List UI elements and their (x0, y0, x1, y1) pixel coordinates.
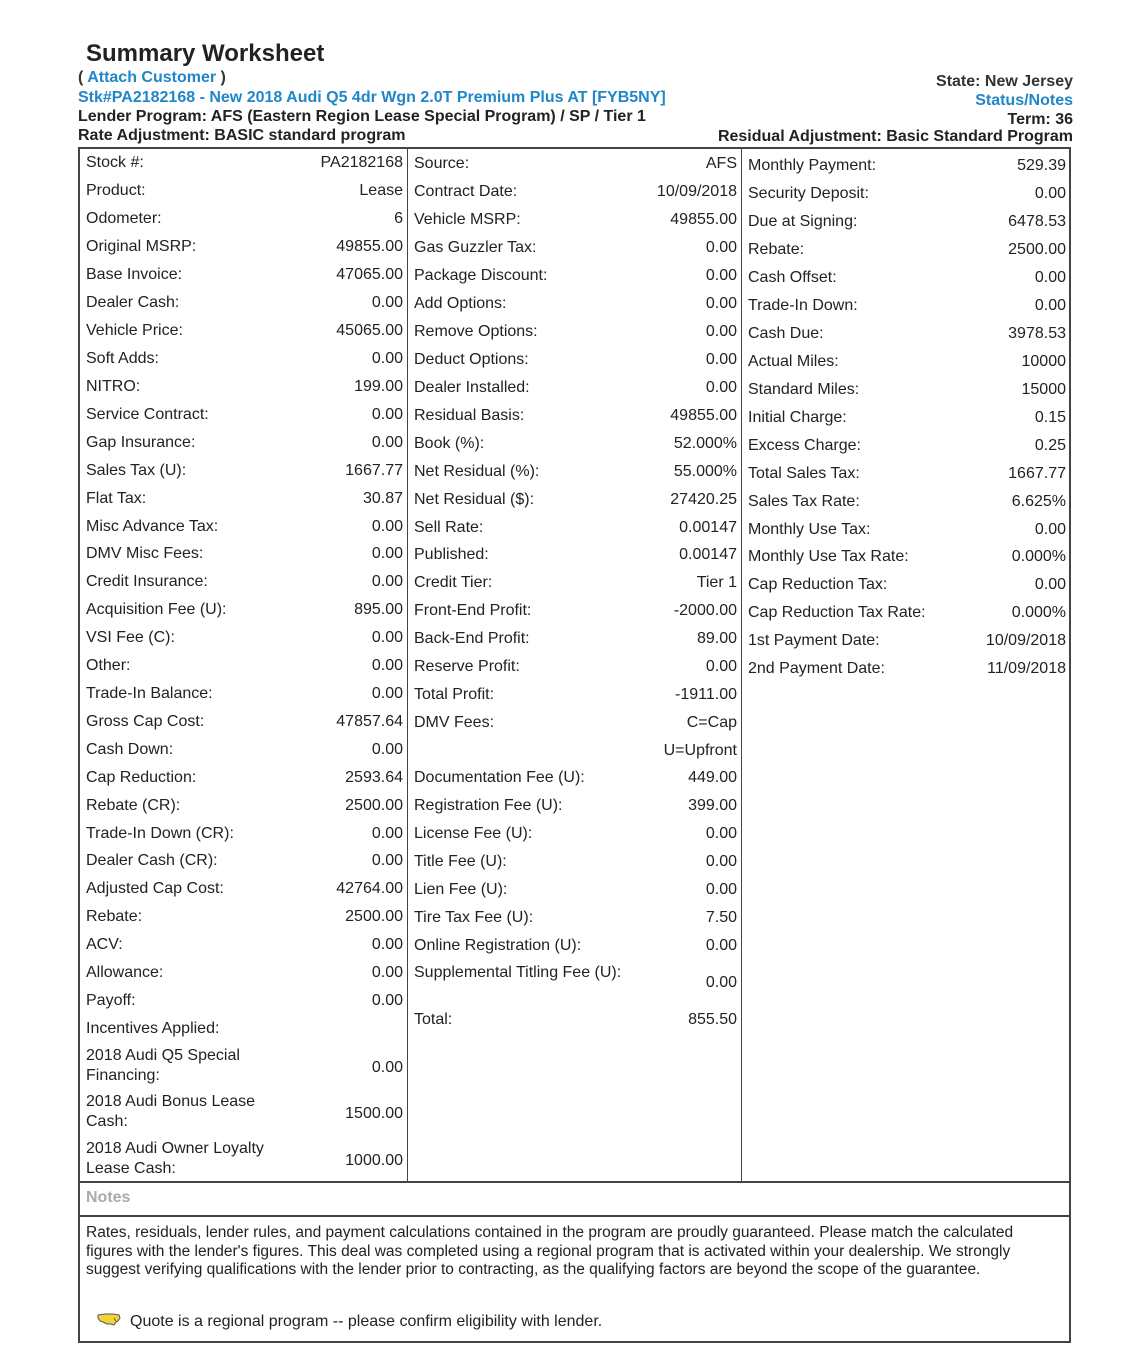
field-label: Package Discount: (414, 267, 548, 284)
field-label: Actual Miles: (748, 353, 839, 370)
field-label: Residual Basis: (414, 407, 525, 424)
field-value: 0.00 (705, 853, 737, 870)
field-value: 0.00 (1034, 576, 1066, 593)
field-label: Net Residual ($): (414, 491, 535, 508)
field-value: 0.00 (371, 434, 403, 451)
field-value: 0.00 (371, 573, 403, 590)
field-label: Gross Cap Cost: (86, 713, 205, 730)
field-label: Other: (86, 657, 131, 674)
field-label: Reserve Profit: (414, 658, 520, 675)
field-label: Trade-In Down: (748, 297, 858, 314)
attach-customer-link[interactable]: Attach Customer (87, 69, 217, 86)
field-value: 6.625% (1011, 493, 1066, 510)
field-value: 49855.00 (670, 407, 737, 424)
field-label: Vehicle MSRP: (414, 211, 521, 228)
field-label: Sell Rate: (414, 519, 484, 536)
field-value: 0.00 (371, 518, 403, 535)
column-residual-fees (408, 149, 742, 1181)
field-label: Cap Reduction Tax Rate: (748, 604, 926, 621)
field-value: 0.00 (705, 379, 737, 396)
field-label: ACV: (86, 936, 123, 953)
field-value: PA2182168 (320, 154, 403, 171)
field-label: Initial Charge: (748, 409, 847, 426)
field-label: 2018 Audi Owner Loyalty Lease Cash: (86, 1140, 264, 1177)
field-label: Credit Insurance: (86, 573, 208, 590)
field-value: 0.00 (371, 545, 403, 562)
field-value: AFS (705, 155, 737, 172)
field-label: Gas Guzzler Tax: (414, 239, 537, 256)
field-value: 2500.00 (1008, 241, 1066, 258)
field-value: 0.00 (371, 741, 403, 758)
field-value: 10/09/2018 (656, 183, 737, 200)
field-label: Total Sales Tax: (748, 465, 860, 482)
field-label: Supplemental Titling Fee (U): (414, 964, 622, 981)
field-value: 47065.00 (336, 266, 403, 283)
field-label: Source: (414, 155, 470, 172)
field-value: 49855.00 (670, 211, 737, 228)
field-value: 1000.00 (345, 1152, 403, 1169)
field-label: Cap Reduction Tax: (748, 576, 888, 593)
notes-heading: Notes (86, 1189, 131, 1206)
field-value: 0.00 (1034, 521, 1066, 538)
field-value: 2593.64 (345, 769, 403, 786)
field-value: 55.000% (673, 463, 737, 480)
field-label: Flat Tax: (86, 490, 147, 507)
field-value: 0.00 (371, 825, 403, 842)
field-value: 0.00 (371, 350, 403, 367)
field-label: 2018 Audi Q5 Special Financing: (86, 1047, 240, 1084)
attach-close-paren: ) (216, 69, 226, 86)
field-value: 0.00 (705, 267, 737, 284)
regional-program-notice (96, 1312, 602, 1331)
field-label: Original MSRP: (86, 238, 197, 255)
attach-open-paren: ( (78, 69, 88, 86)
field-value: 0.00 (705, 825, 737, 842)
field-label: Dealer Cash (CR): (86, 852, 218, 869)
field-label: Online Registration (U): (414, 937, 582, 954)
field-value: 199.00 (354, 378, 403, 395)
field-label: Cash Due: (748, 325, 824, 342)
field-label: Product: (86, 182, 146, 199)
field-value: 27420.25 (670, 491, 737, 508)
field-value: 0.00 (705, 974, 737, 991)
field-label: Cash Offset: (748, 269, 837, 286)
field-value: 3978.53 (1008, 325, 1066, 342)
field-label: Remove Options: (414, 323, 538, 340)
field-value: 49855.00 (336, 238, 403, 255)
field-label: Trade-In Balance: (86, 685, 213, 702)
field-label: 2nd Payment Date: (748, 660, 885, 677)
field-label: Book (%): (414, 435, 485, 452)
field-value: Tier 1 (696, 574, 737, 591)
field-value: U=Upfront (663, 742, 737, 759)
field-value: 0.00 (705, 323, 737, 340)
worksheet-table (78, 147, 1071, 1183)
field-value: 42764.00 (336, 880, 403, 897)
field-value: 0.00 (371, 852, 403, 869)
field-value: 52.000% (673, 435, 737, 452)
rate-adjustment: Rate Adjustment: BASIC standard program (78, 127, 406, 144)
field-label: Rebate (CR): (86, 797, 181, 814)
field-value: 399.00 (688, 797, 737, 814)
page-title: Summary Worksheet (86, 40, 325, 67)
field-label: Soft Adds: (86, 350, 159, 367)
field-label: Total Profit: (414, 686, 495, 703)
attach-customer (78, 69, 226, 87)
column-payment (742, 149, 1071, 1181)
status-notes-link[interactable]: Status/Notes (975, 92, 1073, 109)
regional-program-text: Quote is a regional program -- please confirm eligibility with lender. (130, 1313, 603, 1330)
field-value: 89.00 (696, 630, 737, 647)
field-label: Net Residual (%): (414, 463, 540, 480)
field-value: 1667.77 (345, 462, 403, 479)
field-value: -1911.00 (675, 686, 737, 703)
field-label: Monthly Use Tax Rate: (748, 548, 909, 565)
column-cap-cost (80, 149, 408, 1181)
field-value: 0.00 (1034, 185, 1066, 202)
lender-program: Lender Program: AFS (Eastern Region Lease Special Program) / SP / Tier 1 (78, 108, 646, 125)
field-label: Security Deposit: (748, 185, 869, 202)
field-value: 10/09/2018 (985, 632, 1066, 649)
notes-header (78, 1183, 1071, 1217)
field-label: Rebate: (86, 908, 143, 925)
field-value: 1500.00 (345, 1105, 403, 1122)
field-value: 895.00 (354, 601, 403, 618)
field-label: Adjusted Cap Cost: (86, 880, 224, 897)
field-value: 0.00 (705, 658, 737, 675)
field-label: Contract Date: (414, 183, 518, 200)
field-label: Base Invoice: (86, 266, 183, 283)
field-value: 15000 (1021, 381, 1066, 398)
usa-map-icon (96, 1312, 122, 1328)
field-label: Misc Advance Tax: (86, 518, 219, 535)
guarantee-disclaimer: Rates, residuals, lender rules, and payment calculations contained in the program are proudly guaranteed. Please match the calculated figures with the lender's figures. This deal was completed using a regional program that is activated within your dealership. We strongly suggest verifying qualifications with the lender prior to contracting, as the qualifying factors are beyond the scope of the guarantee. (86, 1224, 1014, 1278)
field-label: Lien Fee (U): (414, 881, 508, 898)
field-label: NITRO: (86, 378, 141, 395)
field-value: -2000.00 (673, 602, 737, 619)
field-label: Front-End Profit: (414, 602, 532, 619)
field-label: Gap Insurance: (86, 434, 196, 451)
field-label: Excess Charge: (748, 437, 861, 454)
field-label: Monthly Payment: (748, 157, 877, 174)
notes-section (78, 1215, 1071, 1343)
field-value: 11/09/2018 (987, 660, 1066, 677)
field-label: Odometer: (86, 210, 162, 227)
field-label: Payoff: (86, 992, 136, 1009)
field-value: 0.00 (371, 1059, 403, 1076)
field-label: Total: (414, 1011, 453, 1028)
field-label: Registration Fee (U): (414, 797, 563, 814)
field-label: DMV Misc Fees: (86, 545, 204, 562)
field-value: 1667.77 (1008, 465, 1066, 482)
field-label: Cash Down: (86, 741, 174, 758)
field-label: Sales Tax (U): (86, 462, 187, 479)
field-value: 6 (394, 210, 403, 227)
term-label: Term: 36 (1007, 111, 1073, 128)
field-label: Sales Tax Rate: (748, 493, 860, 510)
field-value: 529.39 (1017, 157, 1066, 174)
field-value: 0.00 (371, 992, 403, 1009)
field-value: 47857.64 (336, 713, 403, 730)
field-value: 2500.00 (345, 908, 403, 925)
field-label: DMV Fees: (414, 714, 495, 731)
field-value: 7.50 (705, 909, 737, 926)
field-label: Title Fee (U): (414, 853, 507, 870)
field-value: 0.00 (371, 936, 403, 953)
field-value: 0.000% (1011, 604, 1066, 621)
field-value: 855.50 (688, 1011, 737, 1028)
field-label: Allowance: (86, 964, 164, 981)
field-label: Monthly Use Tax: (748, 521, 871, 538)
field-label: Documentation Fee (U): (414, 769, 585, 786)
field-value: 45065.00 (336, 322, 403, 339)
field-label: Add Options: (414, 295, 507, 312)
field-label: Dealer Cash: (86, 294, 180, 311)
field-value: 0.00 (1034, 297, 1066, 314)
field-value: 6478.53 (1008, 213, 1066, 230)
field-label: Cap Reduction: (86, 769, 197, 786)
field-value: 0.00 (705, 937, 737, 954)
field-value: 0.00147 (679, 519, 737, 536)
field-label: Dealer Installed: (414, 379, 530, 396)
field-value: 0.00 (371, 964, 403, 981)
field-label: Deduct Options: (414, 351, 529, 368)
field-value: 10000 (1021, 353, 1066, 370)
field-label: Service Contract: (86, 406, 209, 423)
field-label: License Fee (U): (414, 825, 533, 842)
field-label: Credit Tier: (414, 574, 493, 591)
field-label: Back-End Profit: (414, 630, 530, 647)
field-label: Published: (414, 546, 489, 563)
field-label: Acquisition Fee (U): (86, 601, 227, 618)
field-value: Lease (359, 182, 403, 199)
field-value: 30.87 (362, 490, 403, 507)
field-label: Vehicle Price: (86, 322, 183, 339)
field-label: Rebate: (748, 241, 805, 258)
field-label: Due at Signing: (748, 213, 858, 230)
field-label: 2018 Audi Bonus Lease Cash: (86, 1093, 256, 1130)
field-value: 0.00 (371, 294, 403, 311)
state-label: State: New Jersey (936, 73, 1073, 90)
field-value: 0.000% (1011, 548, 1066, 565)
field-value: 449.00 (688, 769, 737, 786)
field-label: Incentives Applied: (86, 1020, 220, 1037)
field-value: 0.00 (705, 351, 737, 368)
field-label: Standard Miles: (748, 381, 860, 398)
field-label: 1st Payment Date: (748, 632, 880, 649)
field-label: Tire Tax Fee (U): (414, 909, 534, 926)
residual-adjustment: Residual Adjustment: Basic Standard Program (717, 128, 1073, 145)
field-value: 0.00 (371, 629, 403, 646)
field-value: 0.00147 (679, 546, 737, 563)
field-value: 0.00 (371, 406, 403, 423)
field-value: 0.00 (371, 685, 403, 702)
field-value: C=Cap (686, 714, 737, 731)
field-value: 2500.00 (345, 797, 403, 814)
field-value: 0.00 (1034, 269, 1066, 286)
field-label: Stock #: (86, 154, 144, 171)
field-value: 0.00 (705, 881, 737, 898)
field-label: Trade-In Down (CR): (86, 825, 234, 842)
field-value: 0.00 (371, 657, 403, 674)
vehicle-stock-link[interactable]: Stk#PA2182168 - New 2018 Audi Q5 4dr Wgn 2.0T Premium Plus AT [FYB5NY] (78, 89, 666, 106)
field-value: 0.25 (1034, 437, 1066, 454)
field-value: 0.00 (705, 239, 737, 256)
field-value: 0.15 (1034, 409, 1066, 426)
field-value: 0.00 (705, 295, 737, 312)
field-label: VSI Fee (C): (86, 629, 175, 646)
